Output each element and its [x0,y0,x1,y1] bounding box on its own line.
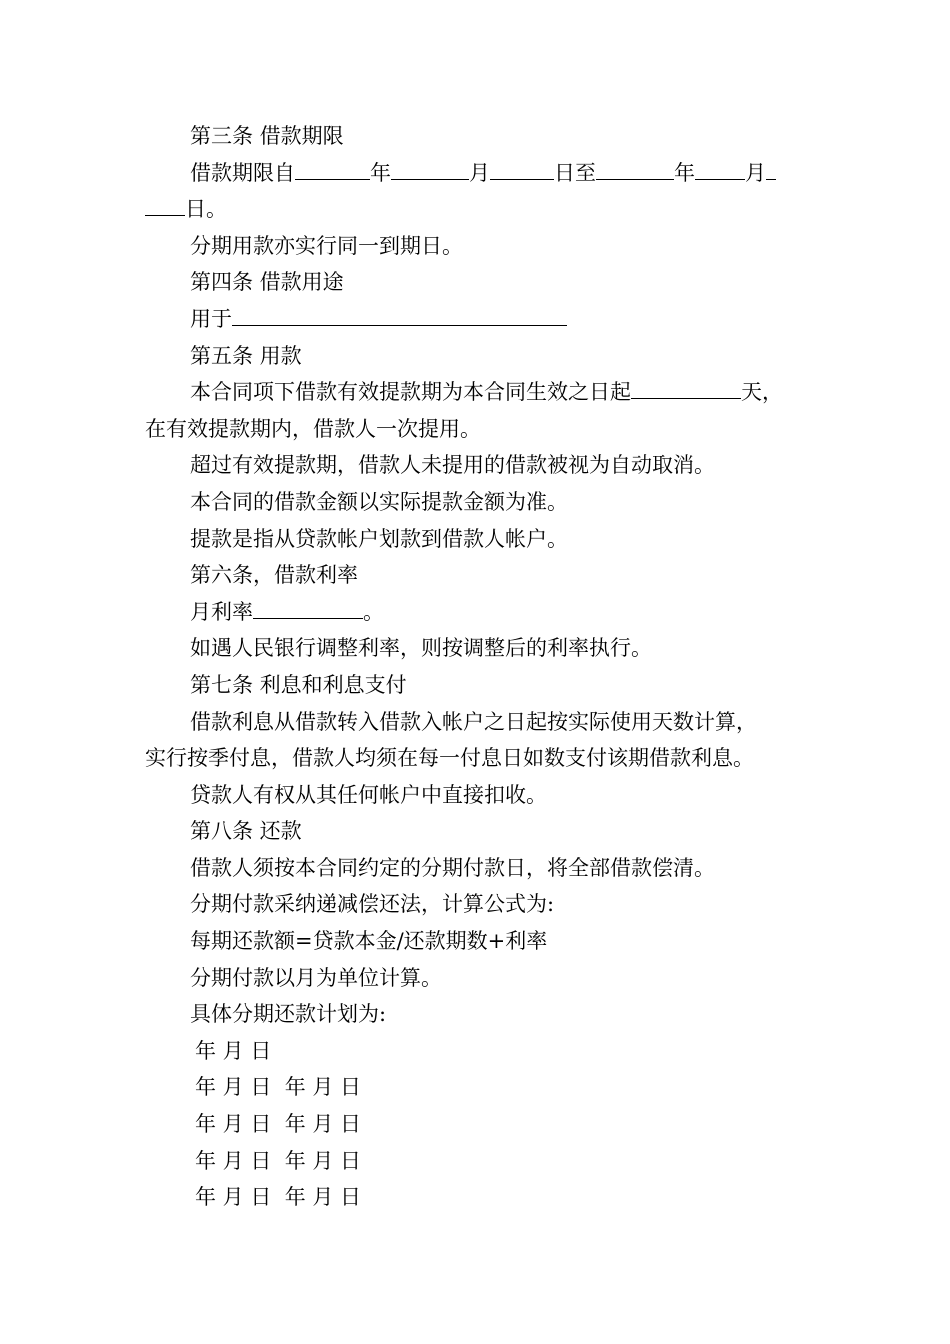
drawdown-definition: 提款是指从贷款帐户划款到借款人帐户。 [190,526,568,551]
repayment-method: 分期付款采纳递减偿还法，计算公式为: [190,892,555,917]
monthly-rate-prefix: 月利率 [190,599,253,624]
same-due-date: 分期用款亦实行同一到期日。 [190,233,463,258]
repayment-clause: 借款人须按本合同约定的分期付款日，将全部借款偿清。 [190,855,715,880]
schedule-row: 年 月 日 年 月 日 [195,1185,362,1210]
article-6-heading: 第六条，借款利率 [190,563,358,588]
article-4-heading: 第四条 借款用途 [190,270,344,295]
monthly-rate-suffix: 。 [363,599,384,624]
schedule-row: 年 月 日 年 月 日 [195,1148,362,1173]
start-month-blank [391,157,469,180]
month-label: 月 [745,160,766,185]
direct-debit-clause: 贷款人有权从其任何帐户中直接扣收。 [190,782,547,807]
auto-cancel-clause: 超过有效提款期，借款人未提用的借款被视为自动取消。 [190,453,715,478]
day-to-label: 日至 [554,160,596,185]
actual-amount-clause: 本合同的借款金额以实际提款金额为准。 [190,489,568,514]
year-label: 年 [370,160,391,185]
loan-use-blank [232,303,567,326]
drawdown-period-line [145,374,825,411]
article-7-heading: 第七条 利息和利息支付 [190,672,407,697]
loan-term-prefix: 借款期限自 [190,160,295,185]
plan-intro: 具体分期还款计划为: [190,1002,387,1027]
schedule-row: 年 月 日 [195,1038,272,1063]
article-5-heading: 第五条 用款 [190,343,302,368]
month-label: 月 [469,160,490,185]
monthly-rate-blank [253,596,363,619]
loan-term-line [145,155,825,192]
drawdown-days-blank [631,376,741,399]
drawdown-period-prefix: 本合同项下借款有效提款期为本合同生效之日起 [190,380,631,405]
contract-body [145,118,825,1216]
repayment-formula: 每期还款额=贷款本金/还款期数+利率 [190,929,548,954]
start-day-blank [490,157,554,180]
interest-calc-clause: 借款利息从借款转入借款入帐户之日起按实际使用天数计算， [190,709,757,734]
drawdown-period-cont: 在有效提款期内，借款人一次提用。 [145,416,481,441]
end-month-blank [695,157,745,180]
loan-use-prefix: 用于 [190,306,232,331]
start-year-blank [295,157,370,180]
end-year-blank [596,157,674,180]
day-end-label: 日。 [185,197,227,222]
article-3-heading: 第三条 借款期限 [190,124,344,148]
loan-term-line-cont [145,191,825,228]
end-day-blank-start [766,157,776,180]
interest-calc-cont: 实行按季付息，借款人均须在每一付息日如数支付该期借款利息。 [145,746,754,771]
rate-adjust-clause: 如遇人民银行调整利率，则按调整后的利率执行。 [190,636,652,661]
schedule-row: 年 月 日 年 月 日 [195,1075,362,1100]
monthly-basis: 分期付款以月为单位计算。 [190,965,442,990]
end-day-blank [145,193,185,216]
schedule-row: 年 月 日 年 月 日 [195,1112,362,1137]
year-label: 年 [674,160,695,185]
article-8-heading: 第八条 还款 [190,819,302,844]
loan-use-line [145,301,825,338]
drawdown-days-suffix: 天， [741,380,783,405]
monthly-rate-line [145,594,825,631]
